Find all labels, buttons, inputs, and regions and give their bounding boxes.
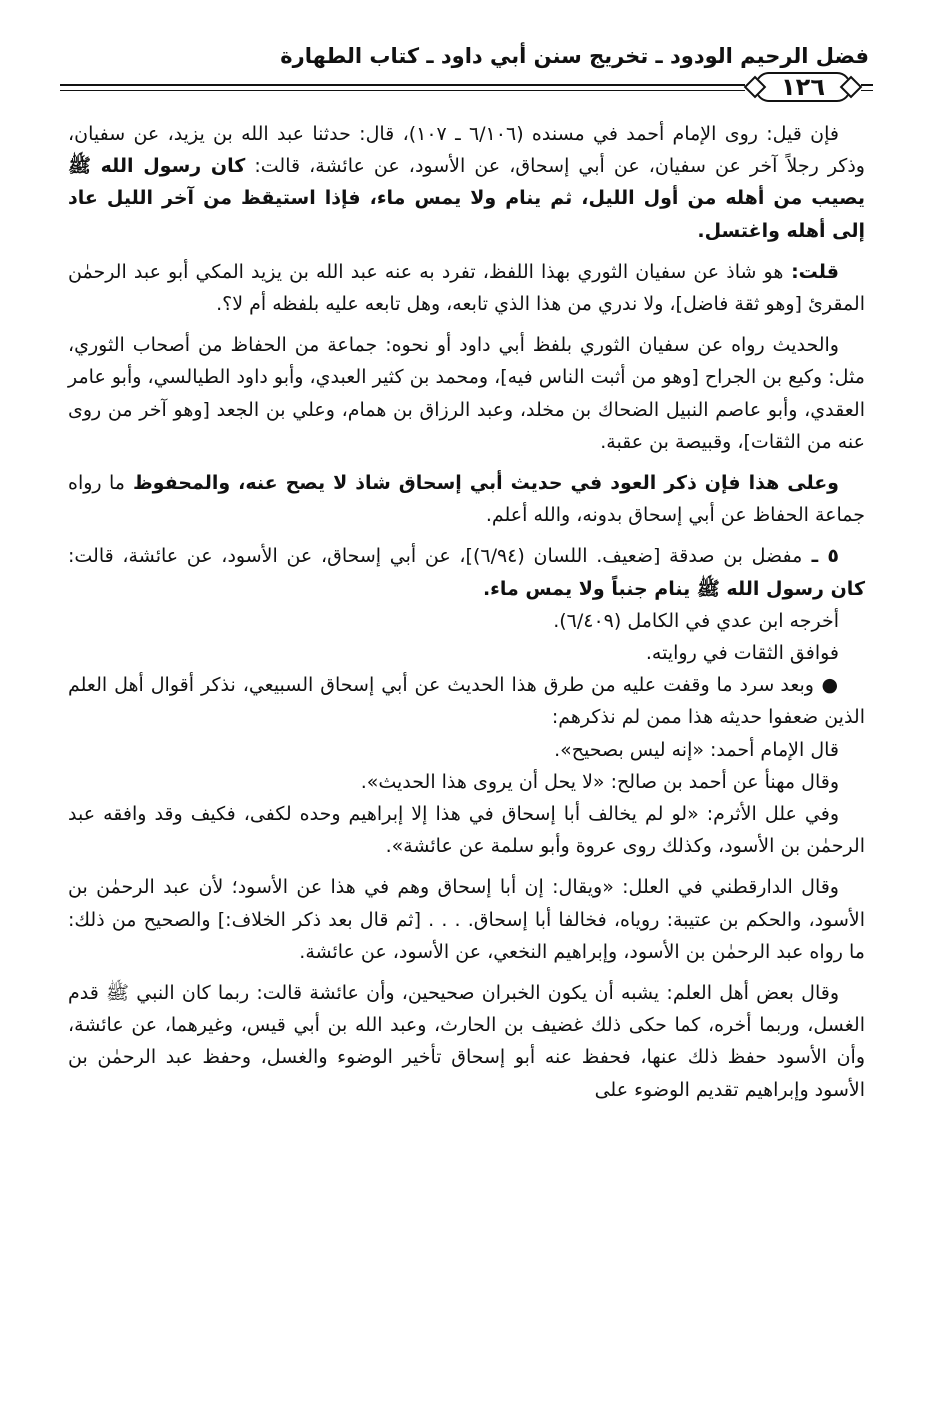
text-segment: فوافق الثقات في روايته. <box>645 642 839 665</box>
text-segment: وقال بعض أهل العلم: يشبه أن يكون الخبران صحيحين، وأن عائشة قالت: ربما كان النبي ﷺ قدم الغسل، وربما أخره، كما حكى ذلك غضيف بن الحارث، وعبد الله بن أبي قيس، وغيرهما، عن عائشة، وأن الأسود حفظ ذلك عنها، فحفظ عنه أبو إسحاق تأخير الوضوء والغسل، وحفظ عبد الرحمٰن بن الأسود وإبراهيم تقديم الوضوء على <box>68 982 865 1101</box>
paragraph <box>68 871 865 968</box>
paragraph <box>68 669 865 733</box>
text-segment: والحديث رواه عن سفيان الثوري بلفظ أبي داود أو نحوه: جماعة من الحفاظ من أصحاب الثوري، مثل: وكيع بن الجراح [وهو من أثبت الناس فيه]، ومحمد بن كثير العبدي، وأبو داود الطيالسي، وأبو عامر العقدي، وأبو عاصم النبيل الضحاك بن مخلد، وعبد الرزاق بن همام، وعلي بن الجعد [وهو آخر من روى عنه من الثقات]، وقبيصة بن عقبة. <box>68 334 865 453</box>
text-segment: هو شاذ عن سفيان الثوري بهذا اللفظ، تفرد به عنه عبد الله بن يزيد المكي أبو عبد الرحمٰن المقرئ [وهو ثقة فاضل]، ولا ندري من هذا الذي تابعه، وهل تابعه عليه بلفظه أم لا؟. <box>68 260 865 316</box>
running-header <box>60 38 873 101</box>
text-segment: وفي علل الأثرم: «لو لم يخالف أبا إسحاق في هذا إلا إبراهيم وحده لكفى، فكيف وقد وافقه عبد الرحمٰن بن الأسود، وكذلك روى عروة وأبو سلمة عن عائشة». <box>68 803 865 858</box>
text-segment: وقال مهنأ عن أحمد بن صالح: «لا يحل أن يروى هذا الحديث». <box>360 770 839 793</box>
paragraph <box>68 118 865 247</box>
text-segment: فإن قيل: روى الإمام أحمد في مسنده (٦/١٠٦ ـ ١٠٧)، قال: حدثنا عبد الله بن يزيد، عن سفيان، وذكر رجلاً آخر عن سفيان، عن أبي إسحاق، عن الأسود، عن عائشة، قالت: <box>68 123 865 178</box>
paragraph <box>68 766 865 798</box>
text-segment: وبعد سرد ما وقفت عليه من طرق هذا الحديث عن أبي إسحاق السبيعي، نذكر أقوال أهل العلم الذين ضعفوا حديثه هذا ممن لم نذكرهم: <box>68 674 865 729</box>
paragraph <box>68 798 865 862</box>
text-segment: ما رواه جماعة الحفاظ عن أبي إسحاق بدونه، والله أعلم. <box>68 472 865 527</box>
text-segment: وقال الدارقطني في العلل: «ويقال: إن أبا إسحاق وهم في هذا عن الأسود؛ لأن عبد الرحمٰن بن الأسود، والحكم بن عتيبة: روياه، فخالفا أبا إسحاق. . . . [ثم قال بعد ذكر الخلاف:] والصحيح من ذلك: ما رواه عبد الرحمٰن بن الأسود، وإبراهيم النخعي، عن الأسود، عن عائشة. <box>68 876 865 963</box>
paragraph <box>68 734 865 766</box>
paragraph <box>68 329 865 458</box>
paragraph <box>68 540 865 604</box>
bold-text-segment: ● <box>813 674 839 697</box>
bold-text-segment: قلت: <box>783 260 839 283</box>
paragraph <box>68 605 865 637</box>
bold-text-segment: وعلى هذا فإن ذكر العود في حديث أبي إسحاق شاذ لا يصح عنه، والمحفوظ <box>124 472 839 495</box>
text-segment: أخرجه ابن عدي في الكامل (٦/٤٠٩). <box>553 609 839 632</box>
page-number-frame <box>745 68 861 106</box>
body-text <box>68 118 865 1115</box>
paragraph <box>68 256 865 320</box>
text-segment: مفضل بن صدقة [ضعيف. اللسان (٦/٩٤)]، عن أبي إسحاق، عن الأسود، عن عائشة، قالت: <box>68 545 803 568</box>
page-number: ١٢٦ <box>781 73 825 101</box>
paragraph <box>68 467 865 531</box>
header-title: فضل الرحيم الودود ـ تخريج سنن أبي داود ـ كتاب الطهارة <box>280 44 869 68</box>
text-segment: قال الإمام أحمد: «إنه ليس بصحيح». <box>554 738 839 761</box>
bold-text-segment: كان رسول الله ﷺ يصيب من أهله من أول الليل، ثم ينام ولا يمس ماء، فإذا استيقظ من آخر الليل عاد إلى أهله واغتسل. <box>68 155 865 242</box>
paragraph <box>68 637 865 669</box>
bold-text-segment: كان رسول الله ﷺ ينام جنباً ولا يمس ماء. <box>482 577 865 600</box>
bold-text-segment: ٥ ـ <box>802 545 839 568</box>
paragraph <box>68 977 865 1106</box>
